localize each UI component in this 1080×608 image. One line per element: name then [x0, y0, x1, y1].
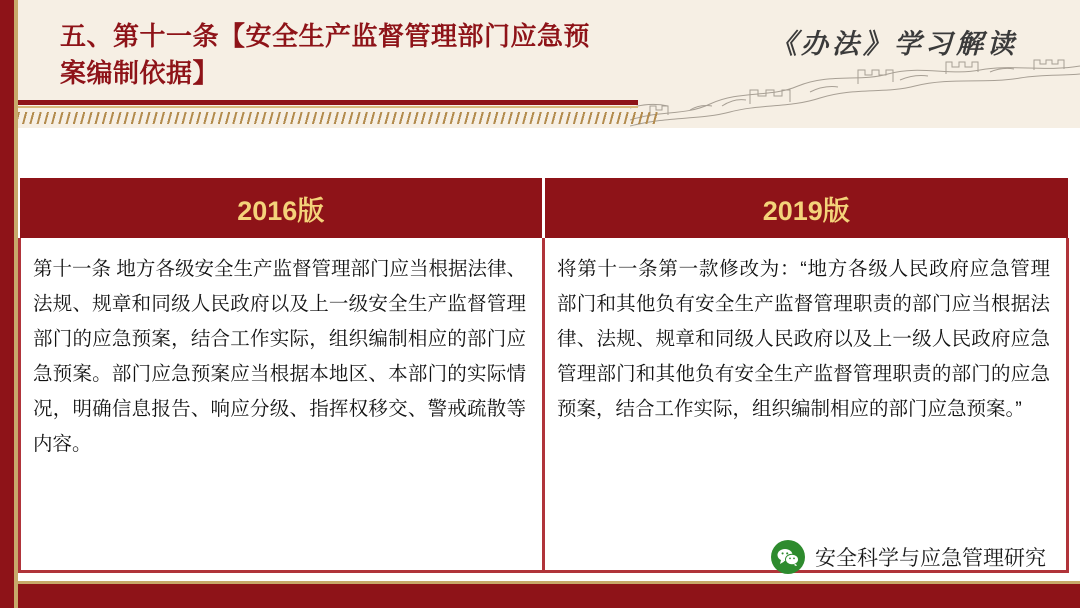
slide-header: [0, 0, 1080, 128]
page-title: [60, 18, 700, 92]
cell-2019-text: [544, 238, 1068, 572]
page-title-line-1: 五、第十一条【安全生产监督管理部门应急预: [60, 21, 591, 51]
title-underline-accent: [18, 106, 638, 108]
wechat-icon: [771, 540, 805, 574]
title-underline: [18, 100, 638, 105]
cell-2019-paragraph: 将第十一条第一款修改为：“地方各级人民政府应急管理部门和其他负有安全生产监督管理职责的部门应当根据法律、法规、规章和同级人民政府以及上一级人民政府应急管理部门和其他负有安全生产监督管理职责的部门的应急预案，结合工作实际，组织编制相应的部门应急预案。”: [557, 258, 1050, 420]
column-header-2019: 2019版: [544, 178, 1068, 238]
account-footer: [771, 540, 1046, 574]
bottom-red-bar: [0, 584, 1080, 608]
left-red-spine: [0, 0, 14, 608]
brand-label: 《办法》学习解读: [770, 29, 1018, 59]
comparison-table: [18, 178, 1069, 573]
left-gold-spine: [14, 0, 18, 608]
slide-body: [0, 128, 1080, 608]
table-row: [20, 238, 1068, 572]
cell-2016-paragraph: 第十一条 地方各级安全生产监督管理部门应当根据法律、法规、规章和同级人民政府以及上一级安全生产监督管理部门的应急预案，结合工作实际，组织编制相应的部门应急预案。部门应急预案应当根据本地区、本部门的实际情况，明确信息报告、响应分级、指挥权移交、警戒疏散等内容。: [33, 258, 526, 455]
column-header-2016: 2016版: [20, 178, 544, 238]
cell-2016-text: [20, 238, 544, 572]
table-header-row: [20, 178, 1068, 238]
account-name-label: 安全科学与应急管理研究: [815, 547, 1046, 570]
title-hatch-decoration: [18, 112, 658, 124]
page-title-line-2: 案编制依据】: [60, 58, 220, 88]
